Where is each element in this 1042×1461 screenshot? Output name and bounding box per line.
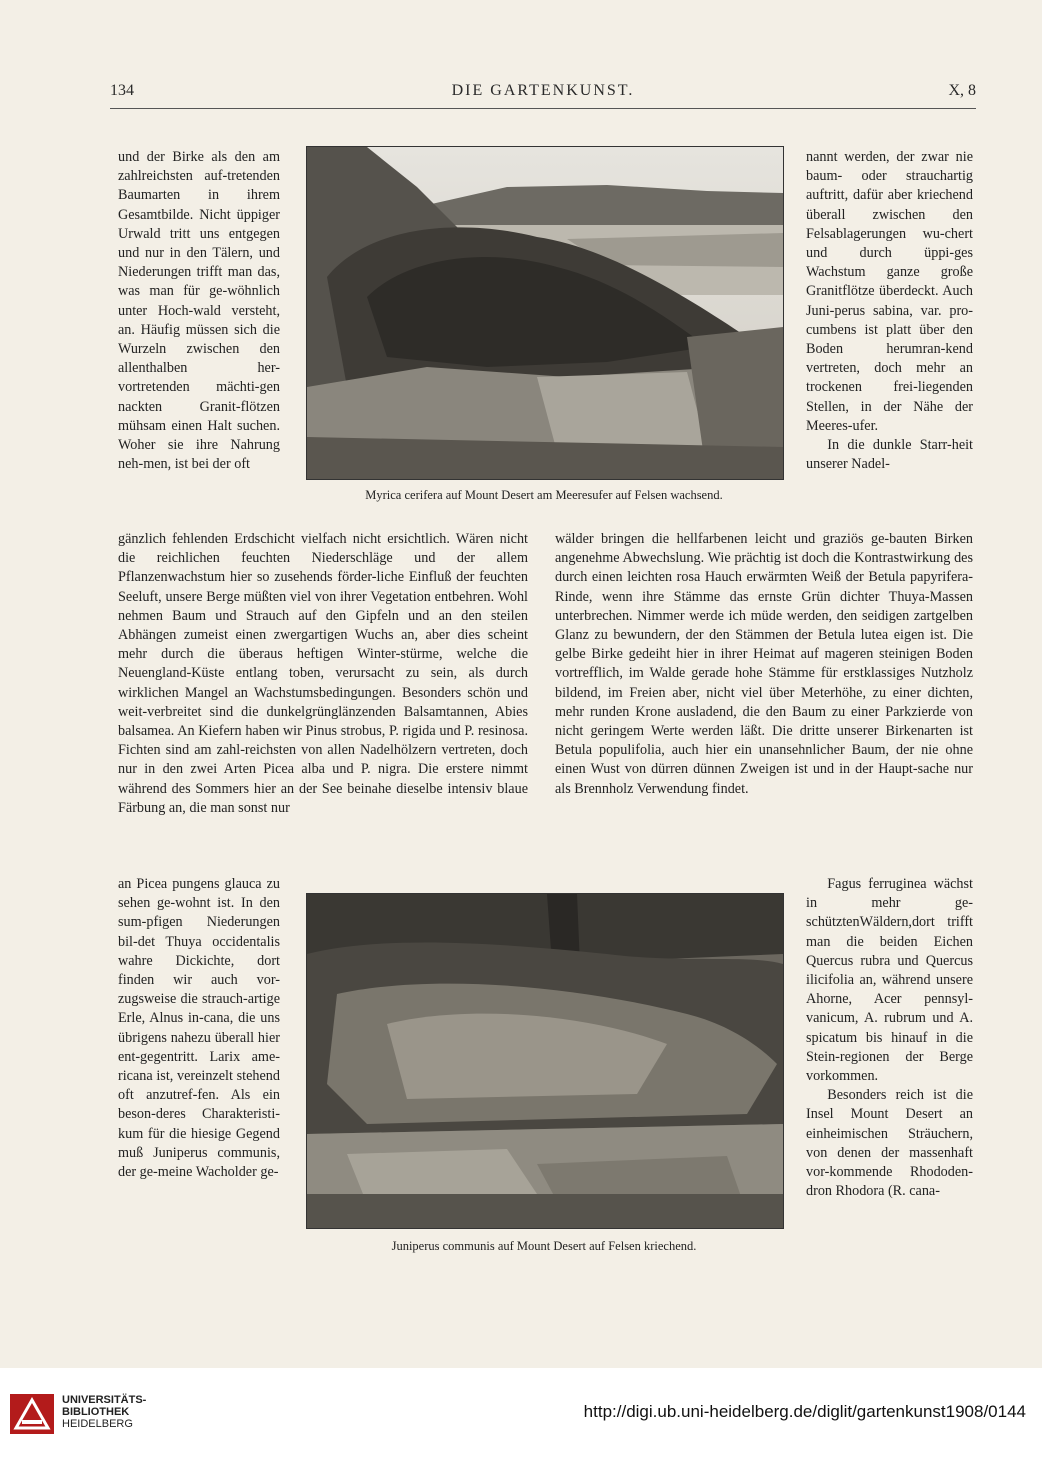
library-name xyxy=(62,1394,146,1430)
photo-myrica-cerifera xyxy=(306,146,784,480)
text-column-middle-left xyxy=(118,530,528,818)
paragraph: Besonders reich ist die Insel Mount Desert an einheimischen Sträuchern, von denen der massenhaft vor-kommende Rhododen-dron Rhodora (R. cana- xyxy=(806,1087,973,1200)
figure-caption-bottom: Juniperus communis auf Mount Desert auf Felsen kriechend. xyxy=(391,1239,697,1253)
text-block-right-bottom xyxy=(806,875,973,1201)
text-block-right-top xyxy=(806,148,973,474)
photo-coastal-shrub-icon xyxy=(307,147,783,479)
text-block-left-bottom xyxy=(118,875,280,1182)
library-name-line: UNIVERSITÄTS- xyxy=(62,1394,147,1406)
paragraph: nannt werden, der zwar nie baum- oder strauchartig auftritt, dafür aber kriechend überall zwischen den Felsablagerungen wu-chert und durch üppi-ges Wachstum ganze große Granitflötze überdeckt. Auch Juni-perus sabina, var. pro-cumbens ist platt über den Boden herumran-kend vertreten, doch mehr an trockenen frei-liegenden Stellen, in der Nähe der Meeres-ufer. xyxy=(806,149,973,434)
running-header xyxy=(110,82,976,104)
paragraph: an Picea pungens glauca zu sehen ge-wohnt ist. In den sum-pfigen Niederungen bil-det Thuya occidentalis wahre Dickichte, dort finden wir auch vor-zugsweise die strauch-artige Erle, Alnus in-cana, die uns übrigens nahezu überall hier ent-gegentritt. Larix ame-ricana ist, vereinzelt stehend oft anzutref-fen. Als ein beson-deres Charakteristi-kum für die hiesige Gegend muß Juniperus communis, der ge-meine Wacholder ge- xyxy=(118,876,280,1181)
paragraph: Fagus ferruginea wächst in mehr ge-schütztenWäldern,dort trifft man die beiden Eichen Quercus rubra und Quercus ilicifolia an, während unsere Ahorne, Acer pennsyl-vanicum, A. rubrum und A. spicatum bis hinauf in die Stein-regionen der Berge vorkommen. xyxy=(806,876,973,1085)
paragraph: In die dunkle Starr-heit unserer Nadel- xyxy=(806,437,973,473)
library-name-line: HEIDELBERG xyxy=(62,1418,133,1430)
page-number: 134 xyxy=(110,82,134,99)
paragraph: gänzlich fehlenden Erdschicht vielfach nicht ersichtlich. Wären nicht die reichlichen feuchten Niederschläge und der allem Pflanzenwachstum hier so zusehends förder-liche Einfluß der feuchten Seeluft, unsere Berge müßten viel von ihrer Vegetation entbehren. Wohl nehmen Baum und Strauch auf den Gipfeln und an den steilen Abhängen zumeist einen zwergartigen Wuchs an, aber dies scheint mehr durch die überaus heftigen Winter-stürme, welche die Neuengland-Küste entlang toben, verursacht zu sein, als durch wirklichen Mangel an Wachstumsbedingungen. Besonders schön und weit-verbreitet sind die dunkelgrünglänzenden Balsamtannen, Abies balsamea. An Kiefern haben wir Pinus strobus, P. rigida und P. resinosa. Fichten sind am zahl-reichsten von allen Nadelhölzern vertreten, doch nur in den zwei Arten Picea alba und P. nigra. Die erstere nimmt während des Sommers hier an der See beinahe dieselbe intensiv blaue Färbung an, die man sonst nur xyxy=(118,531,528,816)
library-name-line: BIBLIOTHEK xyxy=(62,1406,130,1418)
text-block-left-top xyxy=(118,148,280,474)
text-column-middle-right xyxy=(555,530,973,799)
running-title: DIE GARTENKUNST. xyxy=(451,82,635,99)
header-rule xyxy=(110,108,976,109)
paragraph: und der Birke als den am zahlreichsten auf-tretenden Baumarten in ihrem Gesamtbilde. Nicht üppiger Urwald tritt uns entgegen und nur in den Tälern, und Niederungen trifft man das, was man für ge-wöhnlich unter Hoch-wald versteht, an. Häufig müssen sich die Wurzeln zwischen den allenthalben her-vortretenden mächti-gen nackten Granit-flötzen mühsam einen Halt suchen. Woher sie ihre Nahrung neh-men, ist bei der oft xyxy=(118,149,280,473)
source-url-link[interactable]: http://digi.ub.uni-heidelberg.de/diglit/gartenkunst1908/0144 xyxy=(583,1402,1026,1421)
library-logo-icon xyxy=(8,1390,56,1438)
issue-number: X, 8 xyxy=(948,82,976,99)
figure-caption-top: Myrica cerifera auf Mount Desert am Meeresufer auf Felsen wachsend. xyxy=(365,488,723,502)
photo-juniper-rock-icon xyxy=(307,894,783,1228)
library-footer xyxy=(0,1368,1042,1461)
photo-juniperus-communis xyxy=(306,893,784,1229)
paragraph: wälder bringen die hellfarbenen leicht und graziös ge-bauten Birken angenehme Abwechslung. Wie prächtig ist doch die Kontrastwirkung des durch einen leichten rosa Hauch erwärmten Weiß der Betula papyrifera-Rinde, wenn ihre Stämme das ernste Grün dichter Thuya-Massen unterbrechen. Nimmer werde ich müde werden, den seidigen zartgelben Glanz zu bewundern, der den Stämmen der Betula lutea eigen ist. Die gelbe Birke gedeiht hier in ihrer Heimat auf mageren steinigen Boden vortrefflich, im Walde gerade hohe Stämme für erstklassiges Nutzholz bildend, im Freien aber, nicht viel über Meterhöhe, zu einer dichten, mehr runden Krone ausladend, die den Baum zu einer Parkzierde von nicht geringem Werte werden läßt. Die dritte unserer Birkenarten ist Betula populifolia, auch hier ein unansehnlicher Baum, der nie ohne einen Wust von dürren dünnen Zweigen ist und in der Haupt-sache nur als Brennholz Verwendung findet. xyxy=(555,531,973,797)
